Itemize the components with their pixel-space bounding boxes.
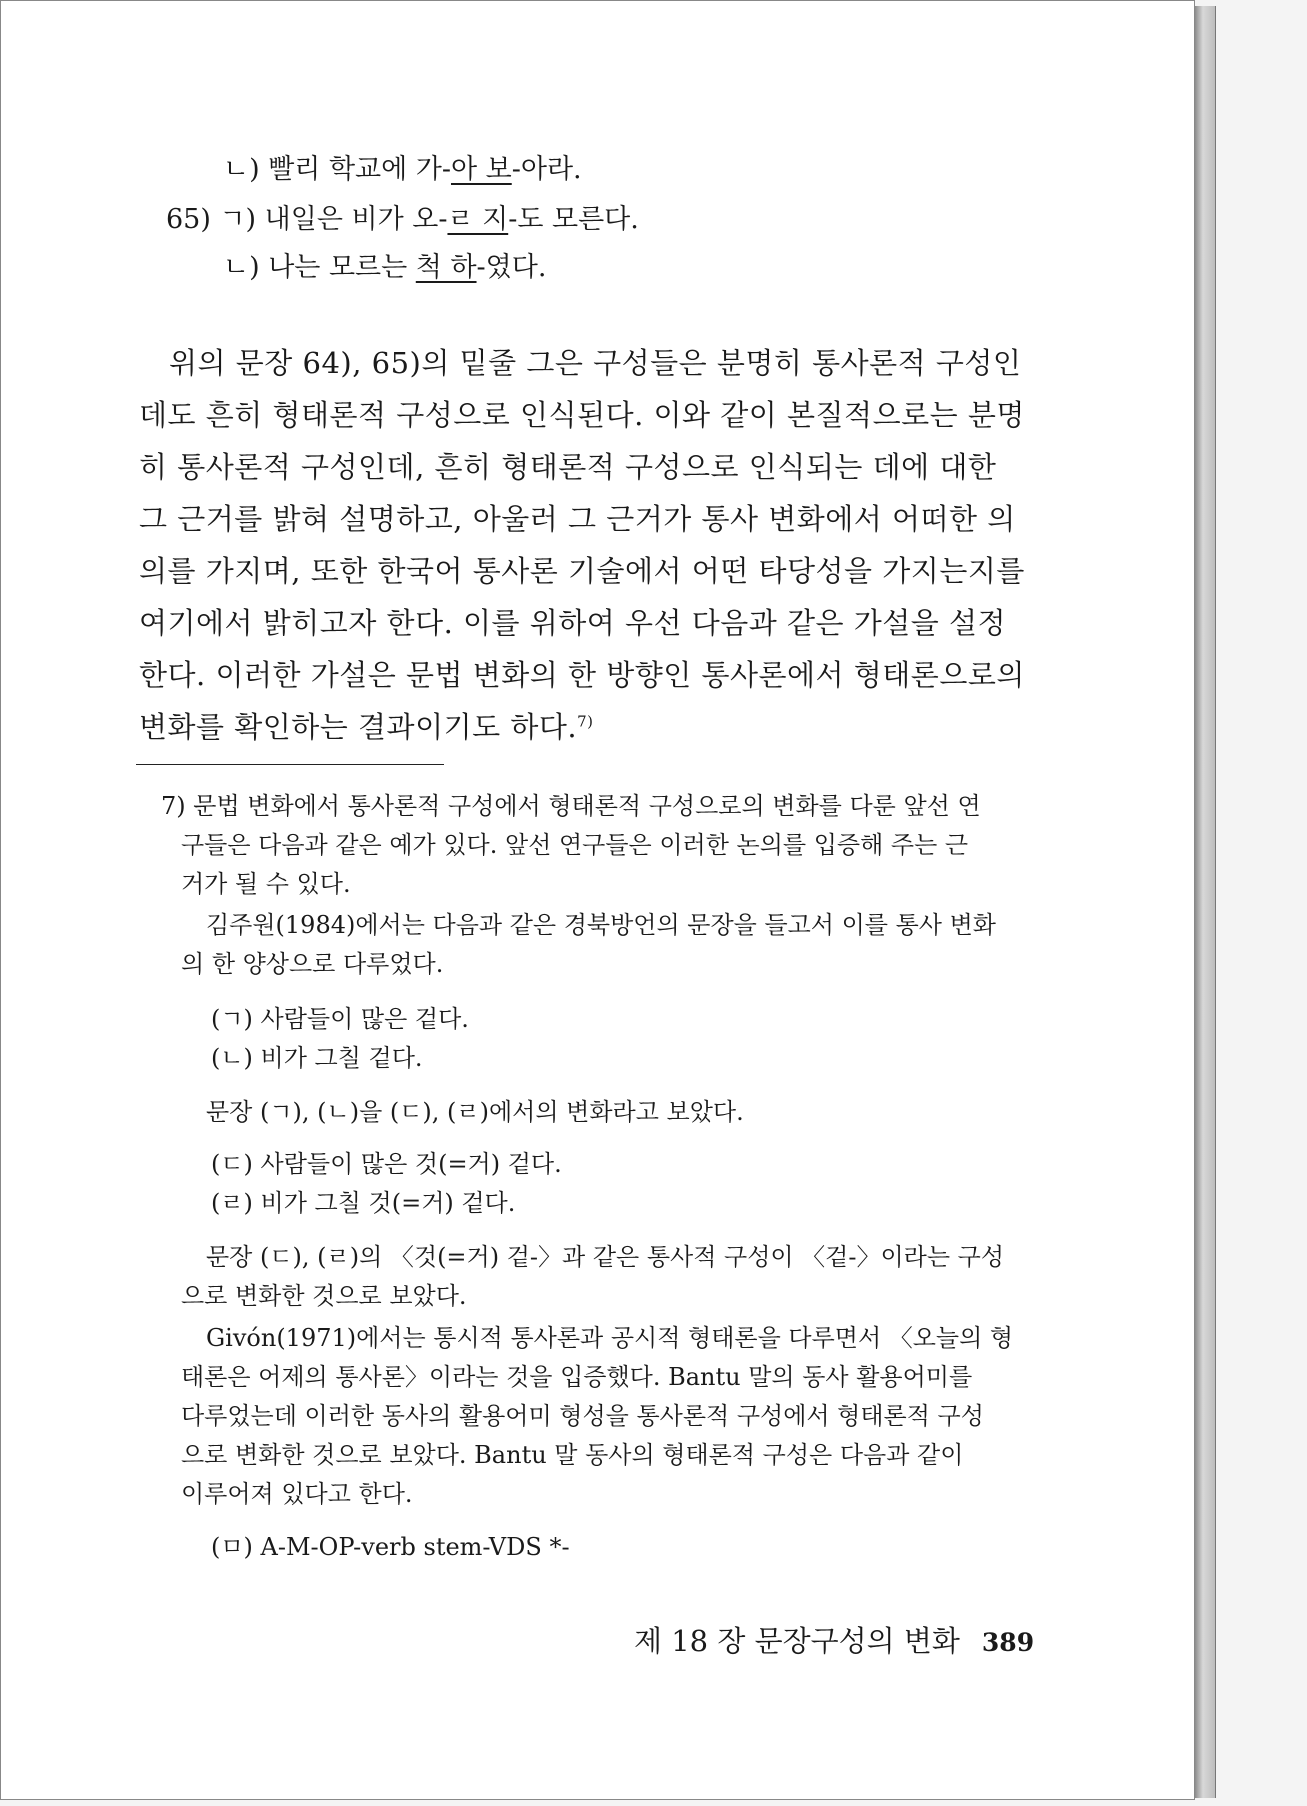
example-64b-underlined: 아 보 bbox=[450, 154, 512, 185]
footnote-example: (ㄷ) 사람들이 많은 것(=거) 겉다. bbox=[211, 1150, 562, 1178]
footnote-line: 김주원(1984)에서는 다음과 같은 경북방언의 문장을 들고서 이를 통사 변화 bbox=[206, 911, 996, 939]
footnote-line: 이루어져 있다고 한다. bbox=[181, 1480, 413, 1508]
page-number: 389 bbox=[981, 1628, 1035, 1657]
example-65a bbox=[166, 197, 639, 236]
body-line: 여기에서 밝히고자 한다. 이를 위하여 우선 다음과 같은 가설을 설정 bbox=[139, 606, 1007, 640]
chapter-title: 제 18 장 문장구성의 변화 bbox=[634, 1624, 960, 1658]
footnote-line: 문장 (ㄷ), (ㄹ)의 〈것(=거) 겉-〉과 같은 통사적 구성이 〈겉-〉이라는 구성 bbox=[206, 1243, 1005, 1271]
example-65b-rest: -였다. bbox=[476, 252, 547, 283]
example-64b-lead: ㄴ) 빨리 학교에 가- bbox=[223, 154, 451, 185]
footnote-line: 태론은 어제의 통사론〉이라는 것을 입증했다. Bantu 말의 동사 활용어미를 bbox=[181, 1363, 973, 1391]
footnote-example: (ㅁ) A-M-OP-verb stem-VDS *- bbox=[211, 1533, 570, 1561]
body-line: 그 근거를 밝혀 설명하고, 아울러 그 근거가 통사 변화에서 어떠한 의 bbox=[139, 502, 1016, 536]
body-line: 한다. 이러한 가설은 문법 변화의 한 방향인 통사론에서 형태론으로의 bbox=[139, 658, 1025, 692]
example-64b-rest: -아라. bbox=[511, 154, 582, 185]
footnote-line: Givón(1971)에서는 통시적 통사론과 공시적 형태론을 다루면서 〈오늘의 형 bbox=[206, 1324, 1014, 1352]
example-65b bbox=[223, 245, 546, 284]
running-footer bbox=[634, 1619, 1034, 1660]
example-65b-underlined: 척 하 bbox=[415, 252, 477, 283]
footnote-example: (ㄱ) 사람들이 많은 겉다. bbox=[211, 1005, 469, 1033]
body-line: 히 통사론적 구성인데, 흔히 형태론적 구성으로 인식되는 데에 대한 bbox=[139, 450, 997, 484]
footnote-example: (ㄴ) 비가 그칠 겉다. bbox=[211, 1044, 423, 1072]
example-65a-underlined: ㄹ 지 bbox=[447, 204, 509, 235]
page-stack-edge bbox=[1195, 6, 1216, 1798]
footnote-line: 문장 (ㄱ), (ㄴ)을 (ㄷ), (ㄹ)에서의 변화라고 보았다. bbox=[206, 1098, 744, 1126]
footnote-line: 으로 변화한 것으로 보았다. bbox=[181, 1282, 467, 1310]
footnote-line: 의 한 양상으로 다루었다. bbox=[181, 950, 444, 978]
body-line: 의를 가지며, 또한 한국어 통사론 기술에서 어떤 타당성을 가지는지를 bbox=[139, 554, 1025, 588]
footnote-line: 으로 변화한 것으로 보았다. Bantu 말 동사의 형태론적 구성은 다음과 같이 bbox=[181, 1441, 964, 1469]
footnote-divider bbox=[136, 764, 444, 765]
body-line-last bbox=[139, 705, 593, 746]
footnote-line: 7) 문법 변화에서 통사론적 구성에서 형태론적 구성으로의 변화를 다룬 앞선 연 bbox=[161, 792, 981, 820]
body-line: 데도 흔히 형태론적 구성으로 인식된다. 이와 같이 본질적으로는 분명 bbox=[139, 398, 1025, 432]
example-65a-lead: 65) ㄱ) 내일은 비가 오- bbox=[166, 204, 448, 235]
example-64b bbox=[223, 147, 582, 186]
footnote-example: (ㄹ) 비가 그칠 것(=거) 겉다. bbox=[211, 1189, 516, 1217]
example-65b-lead: ㄴ) 나는 모르는 bbox=[223, 252, 416, 283]
body-line-text: 변화를 확인하는 결과이기도 하다. bbox=[139, 710, 578, 744]
footnote-line: 구들은 다음과 같은 예가 있다. 앞선 연구들은 이러한 논의를 입증해 주는 근 bbox=[181, 831, 969, 859]
footnote-line: 거가 될 수 있다. bbox=[181, 870, 351, 898]
body-line: 위의 문장 64), 65)의 밑줄 그은 구성들은 분명히 통사론적 구성인 bbox=[169, 346, 1022, 380]
footnote-ref: 7) bbox=[577, 712, 594, 731]
footnote-line: 다루었는데 이러한 동사의 활용어미 형성을 통사론적 구성에서 형태론적 구성 bbox=[181, 1402, 984, 1430]
example-65a-rest: -도 모른다. bbox=[508, 204, 639, 235]
